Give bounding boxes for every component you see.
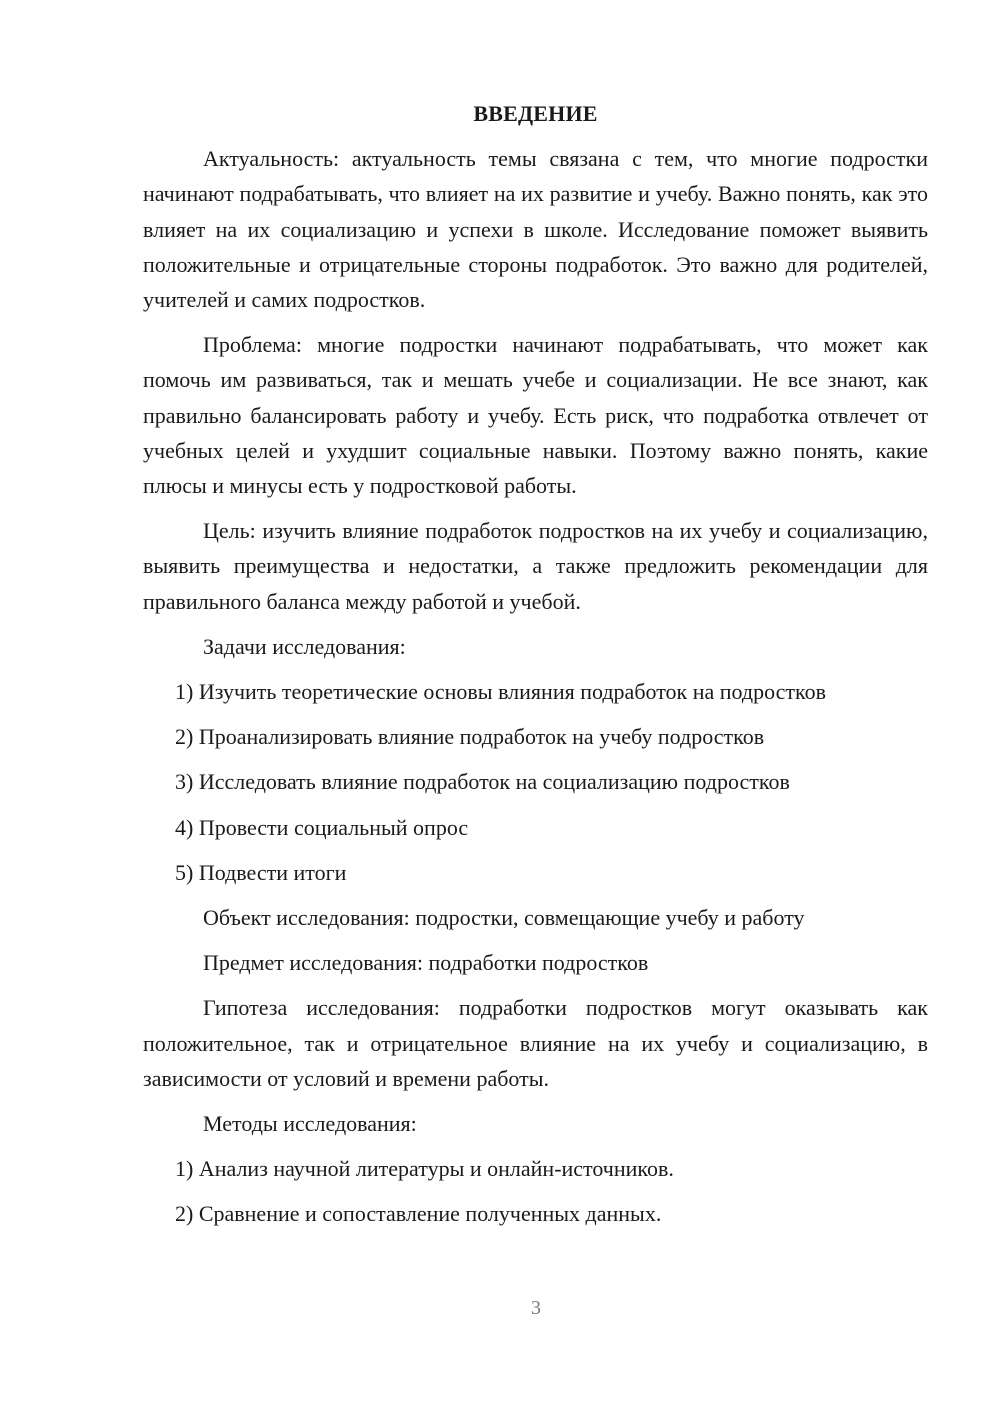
page-content <box>143 96 928 1242</box>
research-subject: Предмет исследования: подработки подростков <box>203 950 649 976</box>
goal-paragraph: Цель: изучить влияние подработок подростков на их учебу и социализацию, выявить преимущества и недостатки, а также предложить рекомендации для правильного баланса между работой и учебой. <box>143 518 928 614</box>
methods-heading: Методы исследования: <box>203 1111 417 1137</box>
task-item: 3) Исследовать влияние подработок на социализацию подростков <box>175 769 790 795</box>
problem-paragraph: Проблема: многие подростки начинают подрабатывать, что может как помочь им развиваться, так и мешать учебе и социализации. Не все знают, как правильно балансировать работу и учебу. Есть риск, что подработка отвлечет от учебных целей и ухудшит социальные навыки. Поэтому важно понять, какие плюсы и минусы есть у подростковой работы. <box>143 332 928 499</box>
method-item: 1) Анализ научной литературы и онлайн-источников. <box>175 1156 674 1182</box>
section-title: ВВЕДЕНИЕ <box>473 101 598 126</box>
hypothesis-paragraph: Гипотеза исследования: подработки подростков могут оказывать как положительное, так и отрицательное влияние на их учебу и социализацию, в зависимости от условий и времени работы. <box>143 995 928 1091</box>
task-item: 4) Провести социальный опрос <box>175 814 469 840</box>
methods-list <box>143 1151 928 1231</box>
relevance-paragraph: Актуальность: актуальность темы связана с тем, что многие подростки начинают подрабатывать, что влияет на их развитие и учебу. Важно понять, как это влияет на их социализацию и успехи в школе. Исследование поможет выявить положительные и отрицательные стороны подработок. Это важно для родителей, учителей и самих подростков. <box>143 146 928 313</box>
page-number: 3 <box>531 1297 541 1319</box>
task-item: 5) Подвести итоги <box>175 859 347 885</box>
tasks-list <box>143 674 928 890</box>
task-item: 1) Изучить теоретические основы влияния подработок на подростков <box>175 679 826 705</box>
tasks-heading: Задачи исследования: <box>203 633 406 659</box>
method-item: 2) Сравнение и сопоставление полученных данных. <box>175 1201 662 1227</box>
task-item: 2) Проанализировать влияние подработок на учебу подростков <box>175 724 765 750</box>
research-object: Объект исследования: подростки, совмещающие учебу и работу <box>203 905 805 931</box>
